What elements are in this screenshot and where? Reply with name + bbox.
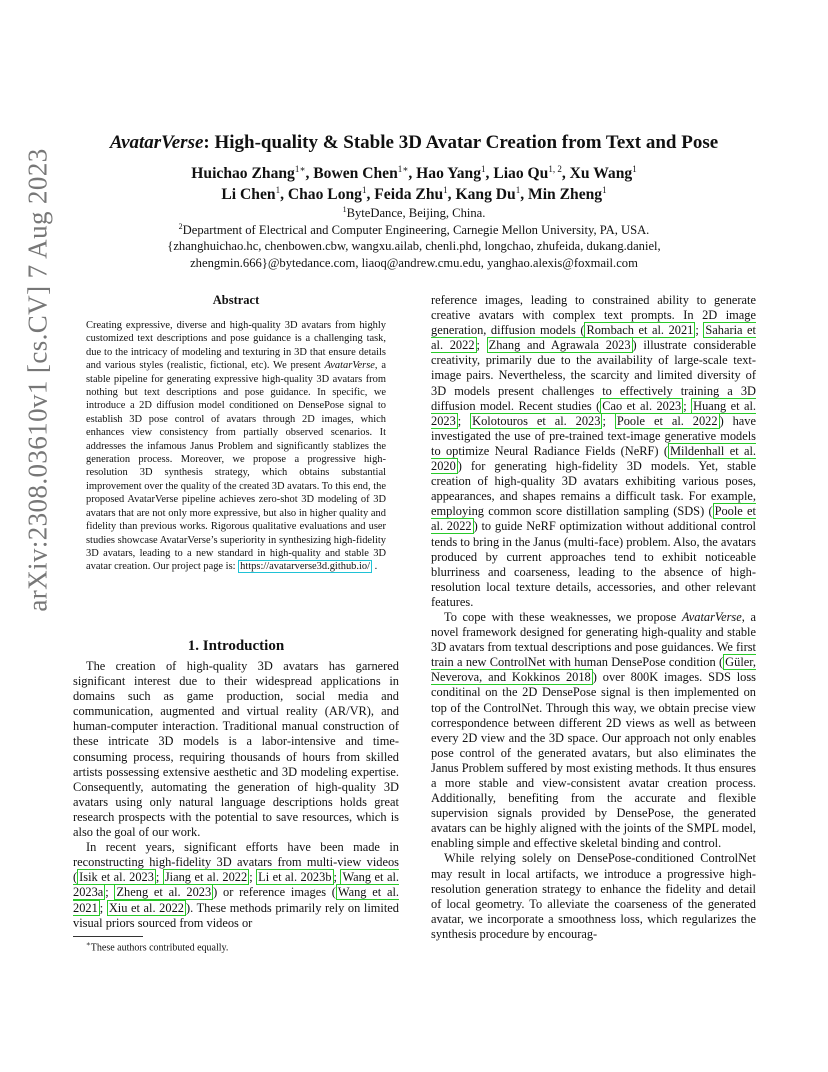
citation-link[interactable]: Wang et al. 2021: [73, 885, 399, 915]
citation-link[interactable]: Isik et al. 2023: [79, 870, 154, 885]
author-affil-mark: 1: [632, 163, 637, 174]
text: ) have investigated the use of pre-trained text-image generative models to optimize Neural Radiance Fields (NeRF) (: [431, 413, 756, 458]
author: Hao Yang: [416, 165, 482, 182]
affiliations: [60, 205, 768, 271]
intro-paragraph-2-cont: reference images, leading to constrained ability to generate creative avatars with complex text prompts. In 2D image generation, diffusion models ( Rombach et al. 2021 ; Saharia et al. 2022 ; Zhang and Agrawala 2023 ) illustrate considerable creativity, primarily due to the availability of large-scale text-image pairs. Nevertheless, the scarcity and limited diversity of 3D models present challenges to effectively training a 3D diffusion model. Recent studies ( Cao et al. 2023 ; Huang et al. 2023 ; Kolotouros et al. 2023 ; Poole et al. 2022 ) have investigated the use of pre-trained text-image generative models to optimize Neural Radiance Fields (NeRF) ( Mildenhall et al. 2020 ) for generating high-fidelity 3D models. Yet, stable creation of high-quality 3D avatars exhibiting various poses, appearances, and shapes remains a difficult task. For example, employing common score distillation sampling (SDS) ( Poole et al. 2022 ) to guide NeRF optimization without additional control tends to bring in the Janus (multi-face) problem. Also, the avatars produced by current approaches tend to exhibit noticeable blurriness and coarseness, leading to the absence of high-resolution local texture details, accessories, and other relevant features.: [431, 293, 757, 609]
text: reference images, leading to constrained ability to generate creative avatars with complex text prompts. In 2D image generation, diffusion models (: [431, 293, 756, 338]
citation-link[interactable]: Huang et al. 2023: [431, 398, 757, 428]
affiliation-1: [60, 205, 768, 222]
citation-link[interactable]: Zhang and Agrawala 2023: [488, 338, 631, 353]
paper-title: [60, 132, 768, 154]
author-line-1: Huichao Zhang$^{1∗}$, Bowen Chen$^{1∗}$, Hao Yang$^1$, Liao Qu$^{1, 2}$, Xu Wang$^1$: [191, 163, 637, 182]
title-name: AvatarVerse: [109, 132, 204, 153]
author: Xu Wang: [569, 165, 633, 182]
author-affil-mark: 1: [515, 184, 521, 195]
author-line-2: Li Chen$^1$, Chao Long$^1$, Feida Zhu$^1$, Kang Du$^1$, Min Zheng$^1$: [221, 184, 607, 203]
title-rest: : High-quality & Stable 3D Avatar Creation from Text and Pose: [203, 132, 719, 153]
affil-text: Department of Electrical and Computer Engineering, Carnegie Mellon University, PA, USA.: [182, 222, 650, 237]
citation-link[interactable]: Rombach et al. 2021: [586, 323, 694, 338]
citation-link[interactable]: Wang et al. 2023a: [73, 870, 399, 900]
intro-paragraph-2: In recent years, significant efforts have been made in reconstructing high-fidelity 3D avatars from multi-view videos ( Isik et al. 2023 ; Jiang et al. 2022 ; Li et al. 2023b ; Wang et al. 2023a ; Zheng et al. 2023 ) or reference images ( Wang et al. 2021 ; Xiu et al. 2022 ). These methods primarily rely on limited visual priors sourced from videos or: [73, 840, 399, 930]
author: Liao Qu: [493, 165, 549, 182]
abstract-text: Creating expressive, diverse and high-quality 3D avatars from highly customized text descriptions and pose guidance is a challenging task, due to the intricacy of modeling and texturing in 3D that ensure details and various styles (realistic, fictional, etc). We present: [86, 320, 386, 372]
footnote-text: These authors contributed equally.: [90, 942, 229, 954]
author-affil-mark: 1: [361, 184, 367, 195]
citation-link[interactable]: Poole et al. 2022: [431, 504, 756, 534]
author-affil-mark: 1, 2: [548, 163, 562, 174]
author: Kang Du: [455, 186, 516, 203]
abstract-method-name: AvatarVerse: [324, 360, 375, 372]
footnote: [86, 940, 228, 953]
arxiv-sidebar-stamp: [8, 0, 68, 760]
intro-paragraph-4: While relying solely on DensePose-conditioned ControlNet may result in local artifacts, we introduce a progressive high-resolution generation strategy to enhance the fidelity and detail of local geometry. To alleviate the coarseness of the generated avatar, we incorporate a smoothness loss, which regularizes the synthesis procedure by encourag-: [431, 851, 756, 941]
abstract-text: , a stable pipeline for generating expressive high-quality 3D avatars from nothing but text descriptions and pose guidance. In specific, we introduce a 2D diffusion model conditioned on DensePose signal to establish 3D pose control of avatars through 2D images, which enhances view consistency from partially observed scenarios. It addresses the infamous Janus Problem and significantly stablizes the generation process. Moreover, we propose a progressive high-resolution 3D synthesis strategy, which obtains substantial improvement over the quality of the created 3D avatars. To this end, the proposed AvatarVerse pipeline achieves zero-shot 3D modeling of 3D avatars that are not only more expressive, but also in higher quality and fidelity than previous works. Rigorous qualitative evaluations and user studies showcase AvatarVerse’s superiority in synthesizing high-fidelity 3D avatars, leading to a new standard in high-quality and stable 3D avatar creation. Our project page is:: [86, 360, 386, 573]
citation-link[interactable]: Güler, Neverova, and Kokkinos 2018: [431, 655, 756, 685]
arxiv-id: arXiv:2308.03610v1 [cs.CV] 7 Aug 2023: [22, 148, 53, 612]
text: ) over 800K images. SDS loss conditinal on the 2D DensePose signal is then implemented on top of the ControlNet. Through this way, we obtain precise view correspondence between different 2D views as well as between every 2D view and the 3D space. Our approach not only enables pose control of the generated avatars, but also eliminates the Janus Problem suffered by most existing methods. It thus ensures a more stable and view-consistent avatar creation process. Additionally, benefiting from the accurate and flexible supervision signals provided by DensePose, the generated avatars can be highly aligned with the joints of the SMPL model, enabling simple and effective skeletal binding and control.: [431, 670, 756, 851]
text: ) to guide NeRF optimization without additional control tends to bring in the Janus (multi-face) problem. Also, the avatars produced by current approaches tend to exhibit noticeable blurriness and coarseness, leading to the absence of high-resolution local texture details, accessories, and other relevant features.: [431, 519, 757, 609]
affil-text: ByteDance, Beijing, China.: [346, 206, 486, 220]
citation-link[interactable]: Kolotouros et al. 2023: [472, 413, 601, 428]
citation-link[interactable]: Saharia et al. 2022: [431, 323, 757, 353]
text: ) or reference images (: [213, 885, 336, 900]
method-name: AvatarVerse: [681, 609, 742, 624]
author-affil-mark: 1: [275, 184, 281, 195]
author: Li Chen: [221, 186, 276, 203]
author: Chao Long: [287, 186, 362, 203]
text: In recent years, significant efforts have been made in reconstructing high-fidelity 3D avatars from multi-view videos (: [73, 840, 399, 885]
affil-mark: 1: [342, 204, 347, 214]
author: Huichao Zhang: [191, 165, 295, 182]
intro-paragraph-3: [431, 610, 756, 852]
abstract-text: .: [372, 561, 378, 573]
author-affil-mark: 1∗: [294, 163, 306, 174]
author: Bowen Chen: [313, 165, 398, 182]
text: To cope with these weaknesses, we propose: [444, 609, 682, 624]
citation-link[interactable]: Jiang et al. 2022: [164, 870, 248, 885]
emails-line-1: {zhanghuichao.hc, chenbowen.cbw, wangxu.ailab, chenli.phd, longchao, zhufeida, dukang.daniel,: [167, 239, 661, 253]
intro-paragraph-1: The creation of high-quality 3D avatars has garnered significant interest due to their widespread applications in domains such as game production, social media and communication, augmented and virtual reality (AR/VR), and human-computer interaction. Traditional manual construction of these intricate 3D models is a labor-intensive and time-consuming process, requiring thousands of hours from skilled artists possessing extensive aesthetic and 3D modeling expertise. Consequently, automating the generation of high-quality 3D avatars using only natural language descriptions holds great research prospects with the potential to save resources, which is also the goal of our work.: [73, 659, 399, 840]
citation-link[interactable]: Cao et al. 2023: [602, 398, 682, 413]
intro-left-column: [73, 659, 399, 931]
citation-link[interactable]: Xiu et al. 2022: [108, 900, 184, 915]
author: Min Zheng: [528, 186, 603, 203]
author-affil-mark: 1: [481, 163, 486, 174]
emails-line-2: zhengmin.666}@bytedance.com, liaoq@andrew.cmu.edu, yanghao.alexis@foxmail.com: [190, 255, 638, 270]
text: ) for generating high-fidelity 3D models. Yet, stable creation of high-quality 3D avatars exhibiting various poses, appearances, and shapes remains a difficult task. For example, employing common score distillation sampling (SDS) (: [431, 459, 756, 519]
author-list: [60, 163, 768, 205]
footnote-mark: ∗: [86, 940, 91, 948]
intro-right-column: [431, 293, 756, 942]
text: ). These methods primarily rely on limited visual priors sourced from videos or: [73, 900, 399, 930]
section-heading-introduction: 1. Introduction: [187, 638, 285, 654]
affiliation-2: [60, 222, 768, 239]
abstract-heading: Abstract: [212, 293, 260, 307]
project-page-link[interactable]: https://avatarverse3d.github.io/: [240, 561, 371, 573]
abstract-body: [86, 319, 386, 574]
author: Feida Zhu: [374, 186, 444, 203]
author-affil-mark: 1: [602, 184, 607, 195]
footnote-rule: [73, 936, 143, 937]
text: , a novel framework designed for generating high-quality and stable 3D avatars from textual descriptions and pose guidances. We first train a new ControlNet with human DensePose condition (: [431, 609, 756, 670]
citation-link[interactable]: Poole et al. 2022: [616, 413, 718, 428]
author-affil-mark: 1: [443, 184, 448, 195]
citation-link[interactable]: Zheng et al. 2023: [116, 885, 212, 900]
author-affil-mark: 1∗: [397, 163, 409, 174]
text: ) illustrate considerable creativity, primarily due to the availability of large-scale text-image pairs. Nevertheless, the scarcity and limited diversity of 3D models present challenges to effectively training a 3D diffusion model. Recent studies (: [431, 338, 757, 413]
affil-mark: 2: [178, 221, 183, 231]
citation-link[interactable]: Li et al. 2023b: [258, 870, 332, 885]
citation-link[interactable]: Mildenhall et al. 2020: [431, 443, 756, 474]
